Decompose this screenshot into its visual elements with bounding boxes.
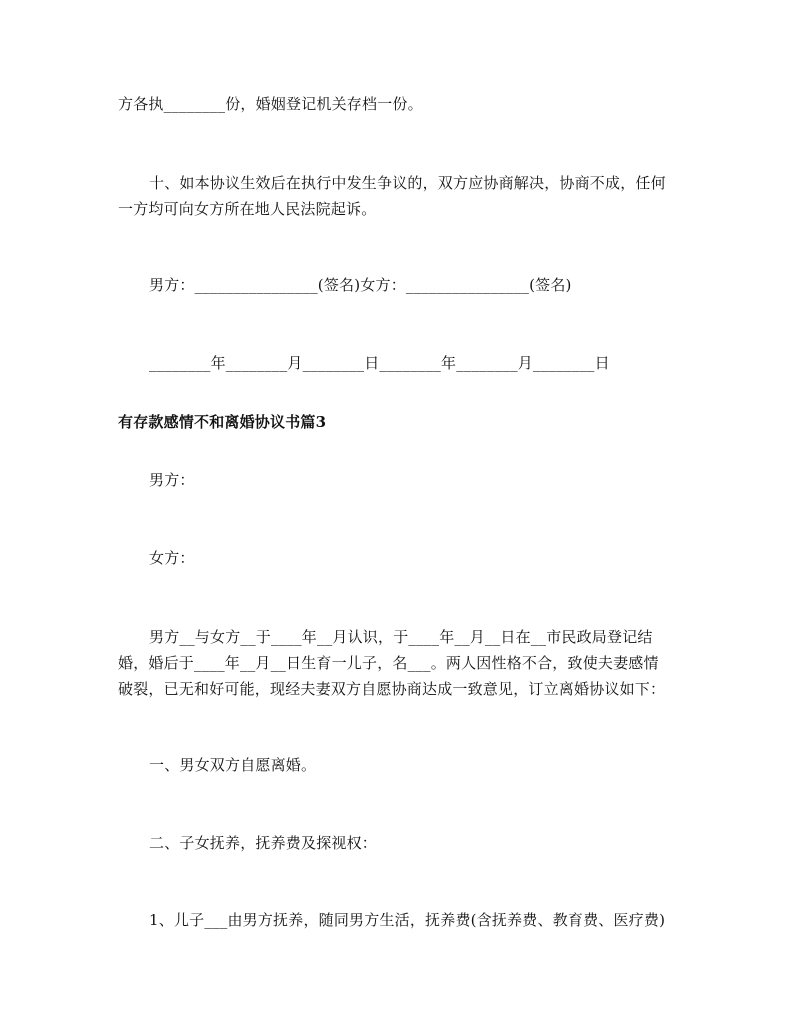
date-line: ________年________月________日________年________月________日 [149, 354, 610, 372]
paragraph-line: 男方__与女方__于____年__月认识，于____年__月__日在__市民政局登记结 [149, 628, 653, 646]
clause-line: 1、儿子___由男方抚养，随同男方生活，抚养费(含抚养费、教育费、医疗费) [149, 911, 666, 929]
party-label-male: 男方： [149, 471, 195, 489]
paragraph-line: 方各执________份，婚姻登记机关存档一份。 [118, 95, 423, 113]
paragraph-line: 十、如本协议生效后在执行中发生争议的，双方应协商解决，协商不成，任何 [149, 174, 666, 192]
clause-line: 二、子女抚养，抚养费及探视权： [149, 834, 378, 852]
paragraph-line: 一方均可向女方所在地人民法院起诉。 [118, 200, 377, 218]
party-label-female: 女方： [149, 549, 195, 567]
paragraph-line: 破裂，已无和好可能，现经夫妻双方自愿协商达成一致意见，订立离婚协议如下： [118, 680, 666, 698]
section-title: 有存款感情不和离婚协议书篇3 [118, 413, 327, 431]
clause-line: 一、男女双方自愿离婚。 [149, 756, 317, 774]
paragraph-line: 婚，婚后于____年__月__日生育一儿子，名___。两人因性格不合，致使夫妻感情 [118, 654, 659, 672]
signature-line: 男方：________________(签名)女方：________________(签名) [149, 276, 572, 294]
